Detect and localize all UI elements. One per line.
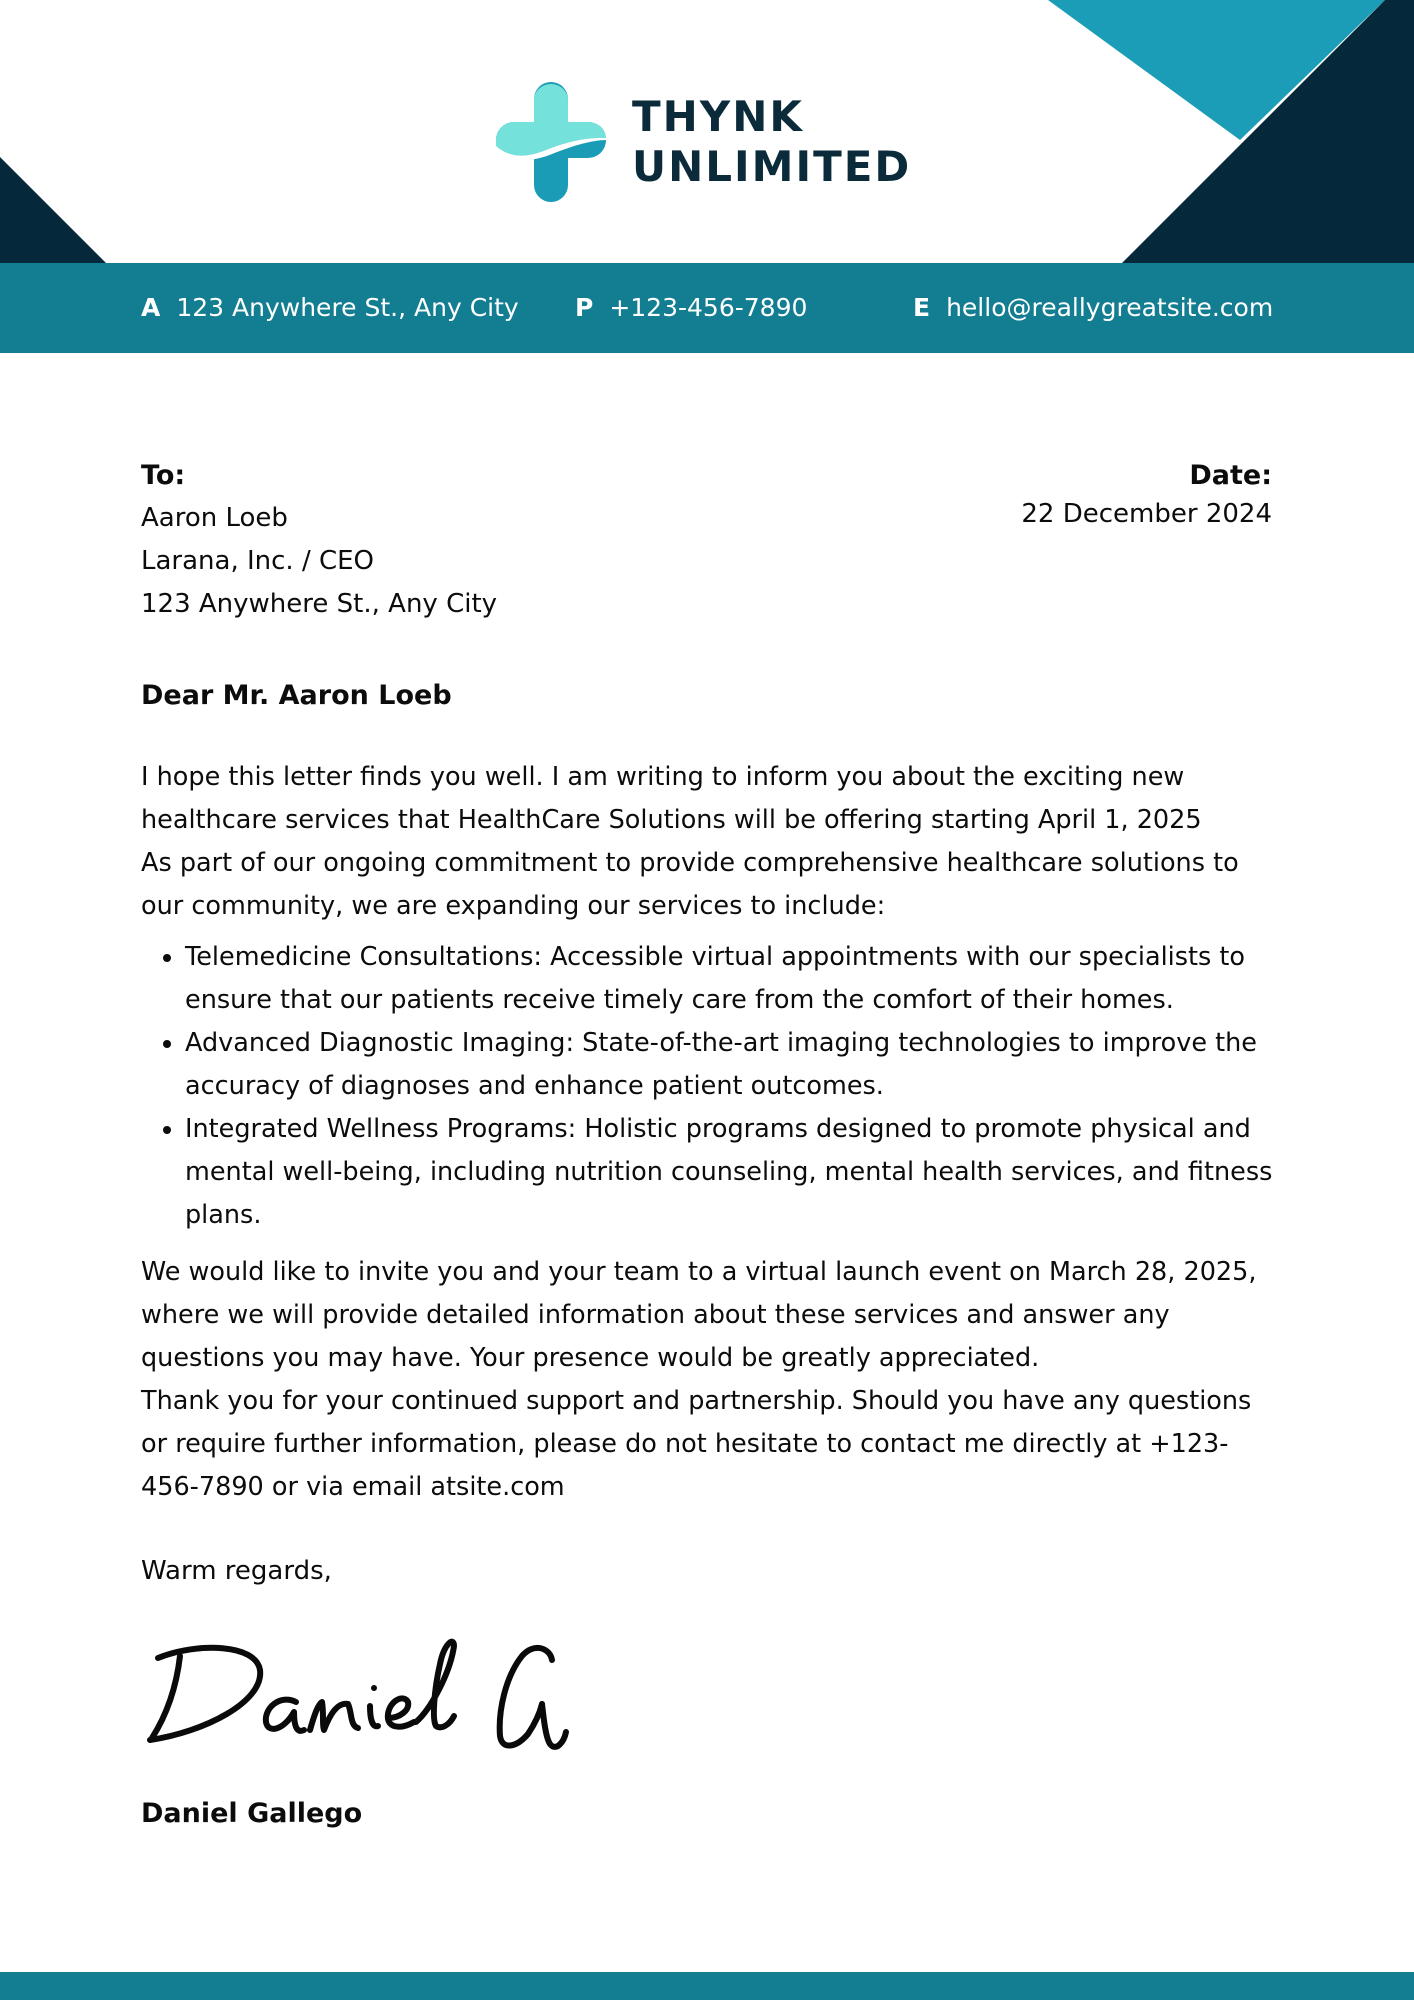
phone-value: +123-456-7890	[609, 293, 808, 322]
recipient-label: To:	[141, 460, 186, 491]
top-left-navy-triangle	[0, 157, 106, 263]
phone-key: P	[575, 293, 594, 322]
signer-name: Daniel Gallego	[141, 1798, 363, 1829]
letter-body	[141, 756, 1281, 1509]
paragraph-services: As part of our ongoing commitment to provide comprehensive healthcare solutions to our community, we are expanding our services to include:	[141, 848, 1239, 921]
recipient-block	[141, 497, 497, 626]
salutation: Dear Mr. Aaron Loeb	[141, 680, 452, 711]
email-key: E	[913, 293, 931, 322]
medical-cross-logo-icon	[496, 82, 606, 202]
list-item: • Advanced Diagnostic Imaging: State-of-the-art imaging technologies to improve the accuracy of diagnoses and enhance patient outcomes.	[185, 1022, 1281, 1108]
company-name-line2: UNLIMITED	[632, 142, 912, 191]
company-name-line1: THYNK	[632, 92, 804, 141]
address-key: A	[141, 293, 161, 322]
email-value: hello@reallygreatsite.com	[946, 293, 1274, 322]
recipient-name: Aaron Loeb	[141, 503, 288, 533]
company-name	[632, 92, 911, 192]
contact-phone	[575, 263, 807, 353]
contact-bar	[0, 263, 1414, 353]
contact-email	[913, 263, 1273, 353]
footer-bar	[0, 1972, 1414, 2000]
list-item: • Integrated Wellness Programs: Holistic programs designed to promote physical and mental well-being, including nutrition counseling, mental health services, and fitness plans.	[185, 1108, 1281, 1237]
list-item: • Telemedicine Consultations: Accessible virtual appointments with our specialists to ensure that our patients receive timely care from the comfort of their homes.	[185, 936, 1281, 1022]
signature-image	[138, 1630, 578, 1780]
recipient-company: Larana, Inc. / CEO	[141, 546, 375, 576]
date-label: Date:	[1189, 460, 1272, 491]
paragraph-invitation: We would like to invite you and your team to a virtual launch event on March 28, 2025, where we will provide detailed information about these services and answer any questions you may have. Your presence would be greatly appreciated.	[141, 1257, 1257, 1373]
closing: Warm regards,	[141, 1556, 332, 1586]
paragraph-thanks: Thank you for your continued support and partnership. Should you have any questions or require further information, please do not hesitate to contact me directly at +123-456-7890 or via email atsite.com	[141, 1386, 1252, 1502]
address-value: 123 Anywhere St., Any City	[176, 293, 519, 322]
services-list	[141, 936, 1281, 1237]
date-value: 22 December 2024	[1021, 499, 1272, 529]
contact-address	[141, 263, 519, 353]
recipient-address: 123 Anywhere St., Any City	[141, 589, 498, 619]
paragraph-intro: I hope this letter finds you well. I am writing to inform you about the exciting new healthcare services that HealthCare Solutions will be offering starting April 1, 2025	[141, 762, 1202, 835]
